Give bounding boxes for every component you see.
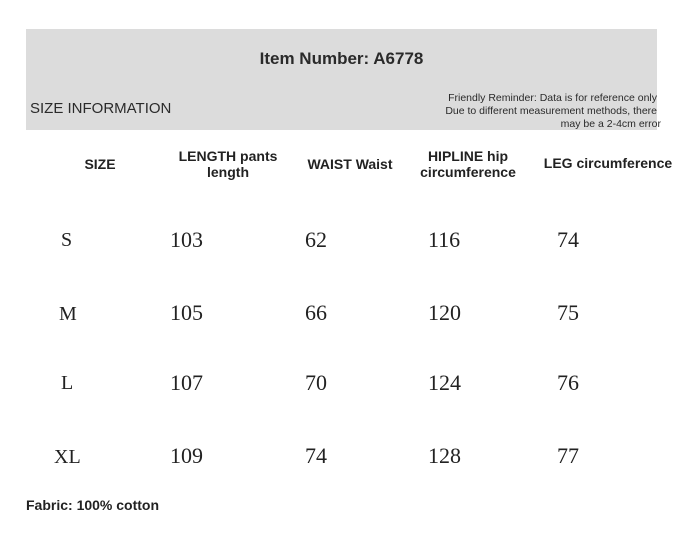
fabric-note: Fabric: 100% cotton xyxy=(26,497,160,513)
row-m-length: 105 xyxy=(170,300,203,325)
column-header-size xyxy=(70,156,130,172)
row-l-size: L xyxy=(61,372,74,394)
column-header-size-text: SIZE xyxy=(84,156,116,172)
column-header-hipline xyxy=(412,148,524,180)
column-header-length-line2: length xyxy=(207,164,249,180)
row-xl-waist: 74 xyxy=(305,443,327,468)
row-s-leg: 74 xyxy=(557,227,579,252)
row-l-leg: 76 xyxy=(557,370,579,395)
row-s-size: S xyxy=(61,229,73,251)
friendly-reminder xyxy=(445,92,661,131)
column-header-hipline-line2: circumference xyxy=(420,164,516,180)
column-header-length-line1: LENGTH pants xyxy=(178,148,278,164)
column-header-waist xyxy=(298,156,402,172)
row-xl-hip: 128 xyxy=(428,443,461,468)
row-xl-size: XL xyxy=(54,446,81,468)
row-s-waist: 62 xyxy=(305,227,327,252)
header-band xyxy=(26,29,661,130)
reminder-line-1: Friendly Reminder: Data is for reference only xyxy=(448,92,657,104)
item-number-title: Item Number: A6778 xyxy=(259,49,424,68)
column-header-waist-text: WAIST Waist xyxy=(307,156,393,172)
column-header-length xyxy=(168,148,288,180)
row-s-hip: 116 xyxy=(428,227,461,252)
column-header-leg-text: LEG circumference xyxy=(543,155,673,171)
row-m-leg: 75 xyxy=(557,300,579,325)
row-xl-leg: 77 xyxy=(557,443,579,468)
column-header-hipline-line1: HIPLINE hip xyxy=(427,148,509,164)
size-information-heading: SIZE INFORMATION xyxy=(30,100,172,117)
row-m-hip: 120 xyxy=(428,300,461,325)
row-l-length: 107 xyxy=(170,370,203,395)
row-l-hip: 124 xyxy=(428,370,461,395)
row-m-waist: 66 xyxy=(305,300,327,325)
reminder-line-3: may be a 2-4cm error xyxy=(560,118,661,130)
row-m-size: M xyxy=(59,303,77,325)
row-xl-length: 109 xyxy=(170,443,203,468)
column-header-leg xyxy=(538,155,678,171)
row-s-length: 103 xyxy=(170,227,203,252)
row-l-waist: 70 xyxy=(305,370,327,395)
reminder-line-2: Due to different measurement methods, there xyxy=(445,105,657,117)
